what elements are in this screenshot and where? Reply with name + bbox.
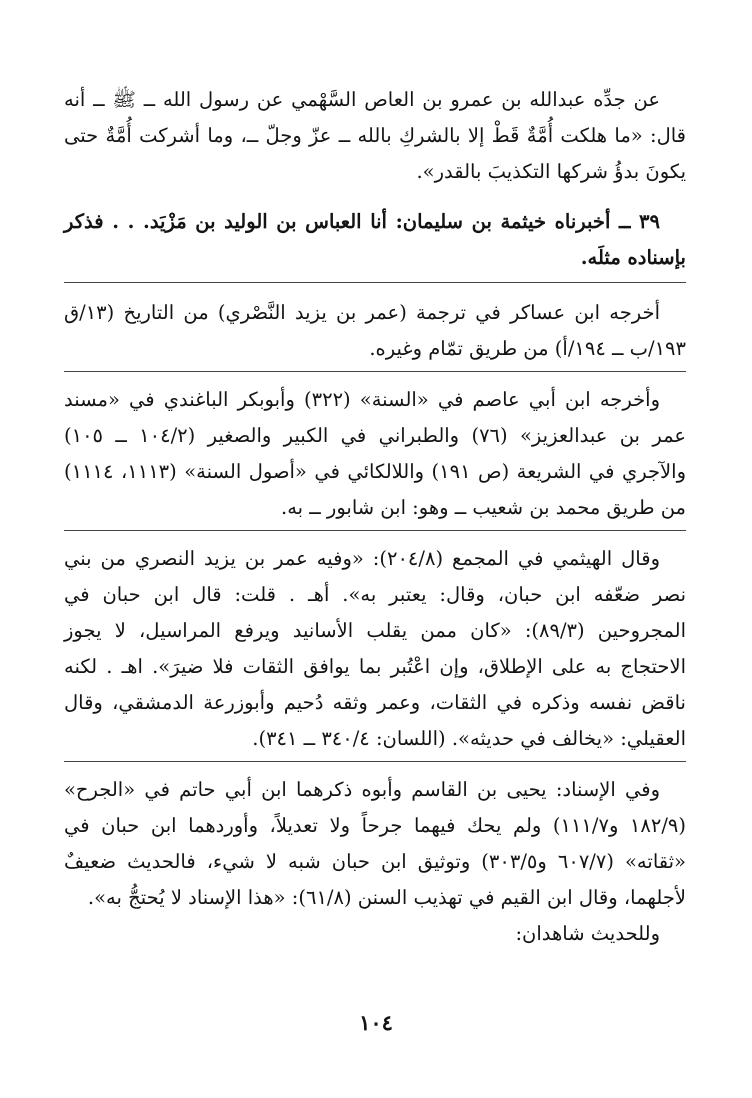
- page-body: [64, 82, 686, 952]
- hadith-text: عن جدِّه عبدالله بن عمرو بن العاص السَّهْمي عن رسول الله ــ ﷺ ــ أنه قال: «ما هلكت أُمَّةٌ قَطْ إلا بالشركِ بالله ــ عزّ وجلّ ــ، وما أشركت أُمَّةٌ حتى يكونَ بدؤُ شركها التكذيبَ بالقدر».: [64, 88, 686, 183]
- paragraph-divider: [64, 530, 686, 531]
- page-number: ١٠٤: [359, 1010, 393, 1035]
- paragraph-divider: [64, 761, 686, 762]
- takhrij-ibn-asakir: أخرجه ابن عساكر في ترجمة (عمر بن يزيد النَّصْري) من التاريخ (١٣/ق ١٩٣/ب ــ ١٩٤/أ) من طريق تمّام وغيره.: [64, 301, 686, 360]
- paragraph-divider: [64, 371, 686, 372]
- takhrij-sources: وأخرجه ابن أبي عاصم في «السنة» (٣٢٢) وأبوبكر الباغندي في «مسند عمر بن عبدالعزيز» (٧٦) والطبراني في الكبير والصغير (١٠٤/٢ ــ ١٠٥) والآجري في الشريعة (ص ١٩١) واللالكائي في «أصول السنة» (١١١٣، ١١١٤) من طريق محمد بن شعيب ــ وهو: ابن شابور ــ به.: [64, 388, 686, 519]
- section-divider: [64, 282, 686, 283]
- haythami-note: وقال الهيثمي في المجمع (٢٠٤/٨): «وفيه عمر بن يزيد النصري من بني نصر ضعّفه ابن حبان، وقال: يعتبر به». أهـ . قلت: قال ابن حبان في المجروحين (٨٩/٣): «كان ممن يقلب الأسانيد ويرفع المراسيل، لا يجوز الاحتجاج به على الإطلاق، وإن اعْتُبر بما يوافق الثقات فلا ضيرَ». اهـ . لكنه ناقض نفسه وذكره في الثقات، وعمر وثقه دُحيم وأبوزرعة الدمشقي، وقال العقيلي: «يخالف في حديثه». (اللسان: ٣٤٠/٤ ــ ٣٤١).: [64, 547, 686, 750]
- isnad-note: وفي الإسناد: يحيى بن القاسم وأبوه ذكرهما ابن أبي حاتم في «الجرح» (١٨٢/٩ و١١١/٧) ولم يحك فيهما جرحاً ولا تعديلاً، وأوردهما ابن حبان في «ثقاته» (٦٠٧/٧ و٣٠٣/٥) وتوثيق ابن حبان شبه لا شيء، فالحديث ضعيفٌ لأجلهما، وقال ابن القيم في تهذيب السنن (٦١/٨): «هذا الإسناد لا يُحتجُّ به».: [64, 778, 686, 909]
- hadith-39: ٣٩ ــ أخبرناه خيثمة بن سليمان: أنا العباس بن الوليد بن مَزْيَد. . . فذكر بإسناده مثلَه.: [64, 210, 686, 269]
- shawahid-heading: وللحديث شاهدان:: [515, 922, 660, 945]
